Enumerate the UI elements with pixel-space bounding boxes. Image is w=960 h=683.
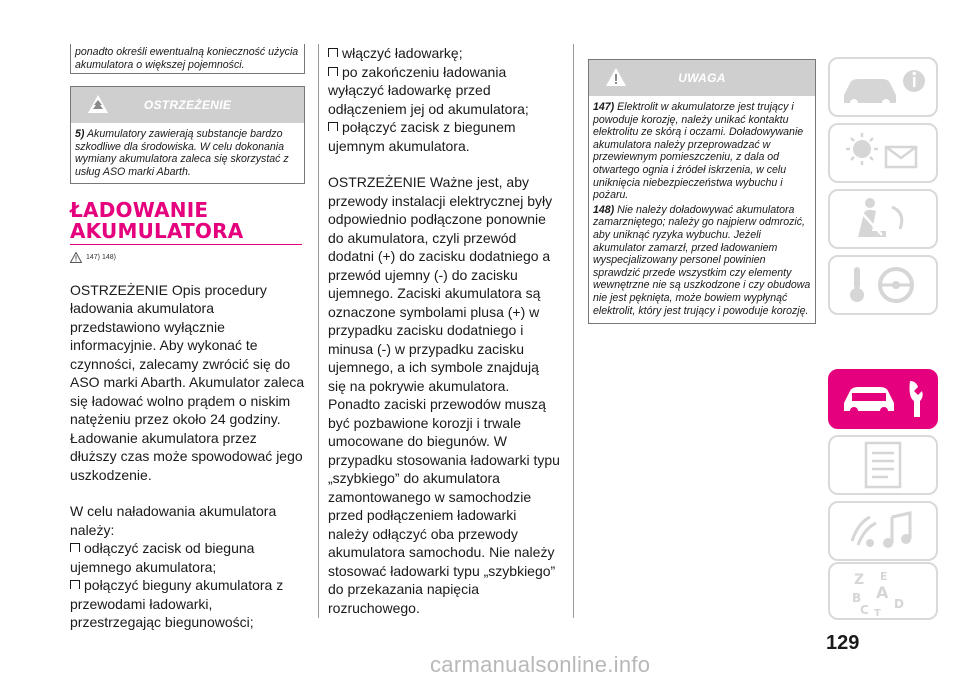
index-letter-d: D bbox=[894, 597, 904, 611]
tab-warning-lights[interactable] bbox=[828, 123, 938, 183]
paragraph-2: W celu naładowania akumulatora należy: bbox=[70, 503, 277, 538]
column-divider-2 bbox=[573, 44, 574, 618]
caution-note-1 bbox=[589, 96, 815, 204]
section-heading bbox=[70, 197, 305, 245]
section-title-rule bbox=[70, 244, 302, 245]
refs-row bbox=[70, 252, 305, 263]
caution-header bbox=[589, 60, 815, 96]
index-letter-c: C bbox=[860, 603, 869, 617]
tab-car-info[interactable] bbox=[828, 57, 938, 117]
page-number: 129 bbox=[826, 632, 860, 654]
caution-title: UWAGA bbox=[678, 71, 726, 85]
paragraph-1: OSTRZEŻENIE Opis procedury ładowania akumulatora przedstawiono wyłącznie informacyjnie. Aby wykonać te czynności, zalecamy zwrócić się do ASO marki Abarth. Akumulator zaleca się ładować wolno prądem o niskim natężeniu przez około 24 godziny. Ładowanie akumulatora przez dłuższy czas może spowodować jego uszkodzenie. bbox=[70, 281, 305, 483]
column-1 bbox=[70, 44, 305, 632]
watermark: carmanualsonline.info bbox=[430, 652, 651, 677]
caution-note-2 bbox=[589, 204, 815, 323]
multimedia-icon bbox=[830, 503, 936, 559]
warning-lights-icon bbox=[830, 125, 936, 181]
safety-icon bbox=[830, 191, 936, 247]
warning-box bbox=[70, 86, 305, 183]
car-maintenance-icon bbox=[830, 371, 936, 427]
paragraph-3: OSTRZEŻENIE Ważne jest, aby przewody instalacji elektrycznej były odpowiednio podłączone ponownie do akumulatora, czyli przewód dodatni (+) do zacisku dodatniego a przewód ujemny (-) do zacisku ujemnego. Zaciski akumulatora są oznaczone symbolami plusa (+) w przypadku zacisku dodatniego i minusa (-) w przypadku zacisku ujemnego, a ich symbole znajdują się na pokrywie akumulatora. Ponadto zaciski przewodów muszą być pozbawione korozji i trwale umocowane do biegunów. W przypadku stosowania ładowarki typu „szybkiego” do akumulatora zamontowanego w samochodzie przed podłączeniem ładowarki należy odłączyć oba przewody akumulatora samochodu. Nie należy stosować ładowarki typu „szybkiego” do przekazania napięcia rozruchowego. bbox=[328, 174, 560, 616]
index-letter-z: Z bbox=[854, 572, 865, 588]
caution-box bbox=[588, 59, 816, 324]
warning-body bbox=[71, 123, 304, 182]
technical-data-icon bbox=[830, 437, 936, 493]
car-info-icon bbox=[830, 59, 936, 115]
warning-triangle-icon bbox=[70, 252, 82, 263]
index-letter-t: T bbox=[874, 608, 881, 618]
warning-title: OSTRZEŻENIE bbox=[143, 98, 232, 113]
index-letter-b: B bbox=[852, 591, 862, 605]
caution-note-2-text: Nie należy doładowywać akumulatora zamarzniętego; należy go najpierw odmrozić, aby uniknąć ryzyka wybuchu. Jeżeli akumulator zamarzł, przed ładowaniem wyspecjalizowany personel powinien sprawdzić przede wszystkim czy elementy wewnętrzne nie są uszkodzone i czy obudowa nie jest pęknięta, może bowiem wypłynąć elektrolit, który jest trujący i powoduje korozję. bbox=[593, 203, 811, 317]
index-icon bbox=[830, 564, 936, 618]
tab-multimedia[interactable] bbox=[828, 501, 938, 561]
tab-technical-data[interactable] bbox=[828, 435, 938, 495]
caution-note-1-text: Elektrolit w akumulatorze jest trujący i powoduje korozję, należy unikać kontaktu elektrolitu ze skórą i oczami. Doładowywanie akumulatora należy przeprowadzać w przewiewnym pomieszczeniu, z dala od otwartego ognia i źródeł iskrzenia, w celu uniknięcia niebezpieczeństwa wybuchu i pożaru. bbox=[593, 101, 804, 202]
tab-safety[interactable] bbox=[828, 189, 938, 249]
caution-note-1-number: 147) bbox=[593, 101, 615, 113]
bullet-4: po zakończeniu ładowania wyłączyć ładowarkę przed odłączeniem jej od akumulatora; bbox=[328, 63, 560, 119]
section-title-line1: ŁADOWANIE bbox=[70, 197, 209, 222]
warning-number: 5) bbox=[75, 128, 85, 141]
warning-text: Akumulatory zawierają substancje bardzo szkodliwe dla środowiska. W celu dokonania wymiany akumulatora zaleca się skorzystać z usług ASO marki Abarth. bbox=[75, 128, 289, 178]
bullet-3: włączyć ładowarkę; bbox=[328, 44, 560, 63]
warning-header bbox=[71, 87, 304, 123]
tab-car-maintenance[interactable] bbox=[828, 369, 938, 429]
column-2 bbox=[328, 44, 560, 617]
tab-index[interactable] bbox=[828, 562, 938, 620]
starting-driving-icon bbox=[830, 257, 936, 313]
column-3 bbox=[588, 59, 816, 324]
top-note: ponadto określi ewentualną konieczność użycia akumulatora o większej pojemności. bbox=[70, 44, 305, 74]
column-divider-1 bbox=[318, 44, 319, 618]
tab-starting-driving[interactable] bbox=[828, 255, 938, 315]
bullet-1: odłączyć zacisk od bieguna ujemnego akumulatora; bbox=[70, 539, 305, 576]
index-letter-e: E bbox=[880, 570, 888, 583]
caution-note-2-number: 148) bbox=[593, 203, 615, 216]
refs: 147) 148) bbox=[86, 253, 116, 261]
bullet-2: połączyć bieguny akumulatora z przewodami ładowarki, przestrzegając biegunowości; bbox=[70, 576, 305, 632]
section-title-line2: AKUMULATORA bbox=[70, 218, 244, 243]
bullet-5: połączyć zacisk z biegunem ujemnym akumulatora. bbox=[328, 118, 560, 155]
index-letter-a: A bbox=[876, 583, 889, 602]
